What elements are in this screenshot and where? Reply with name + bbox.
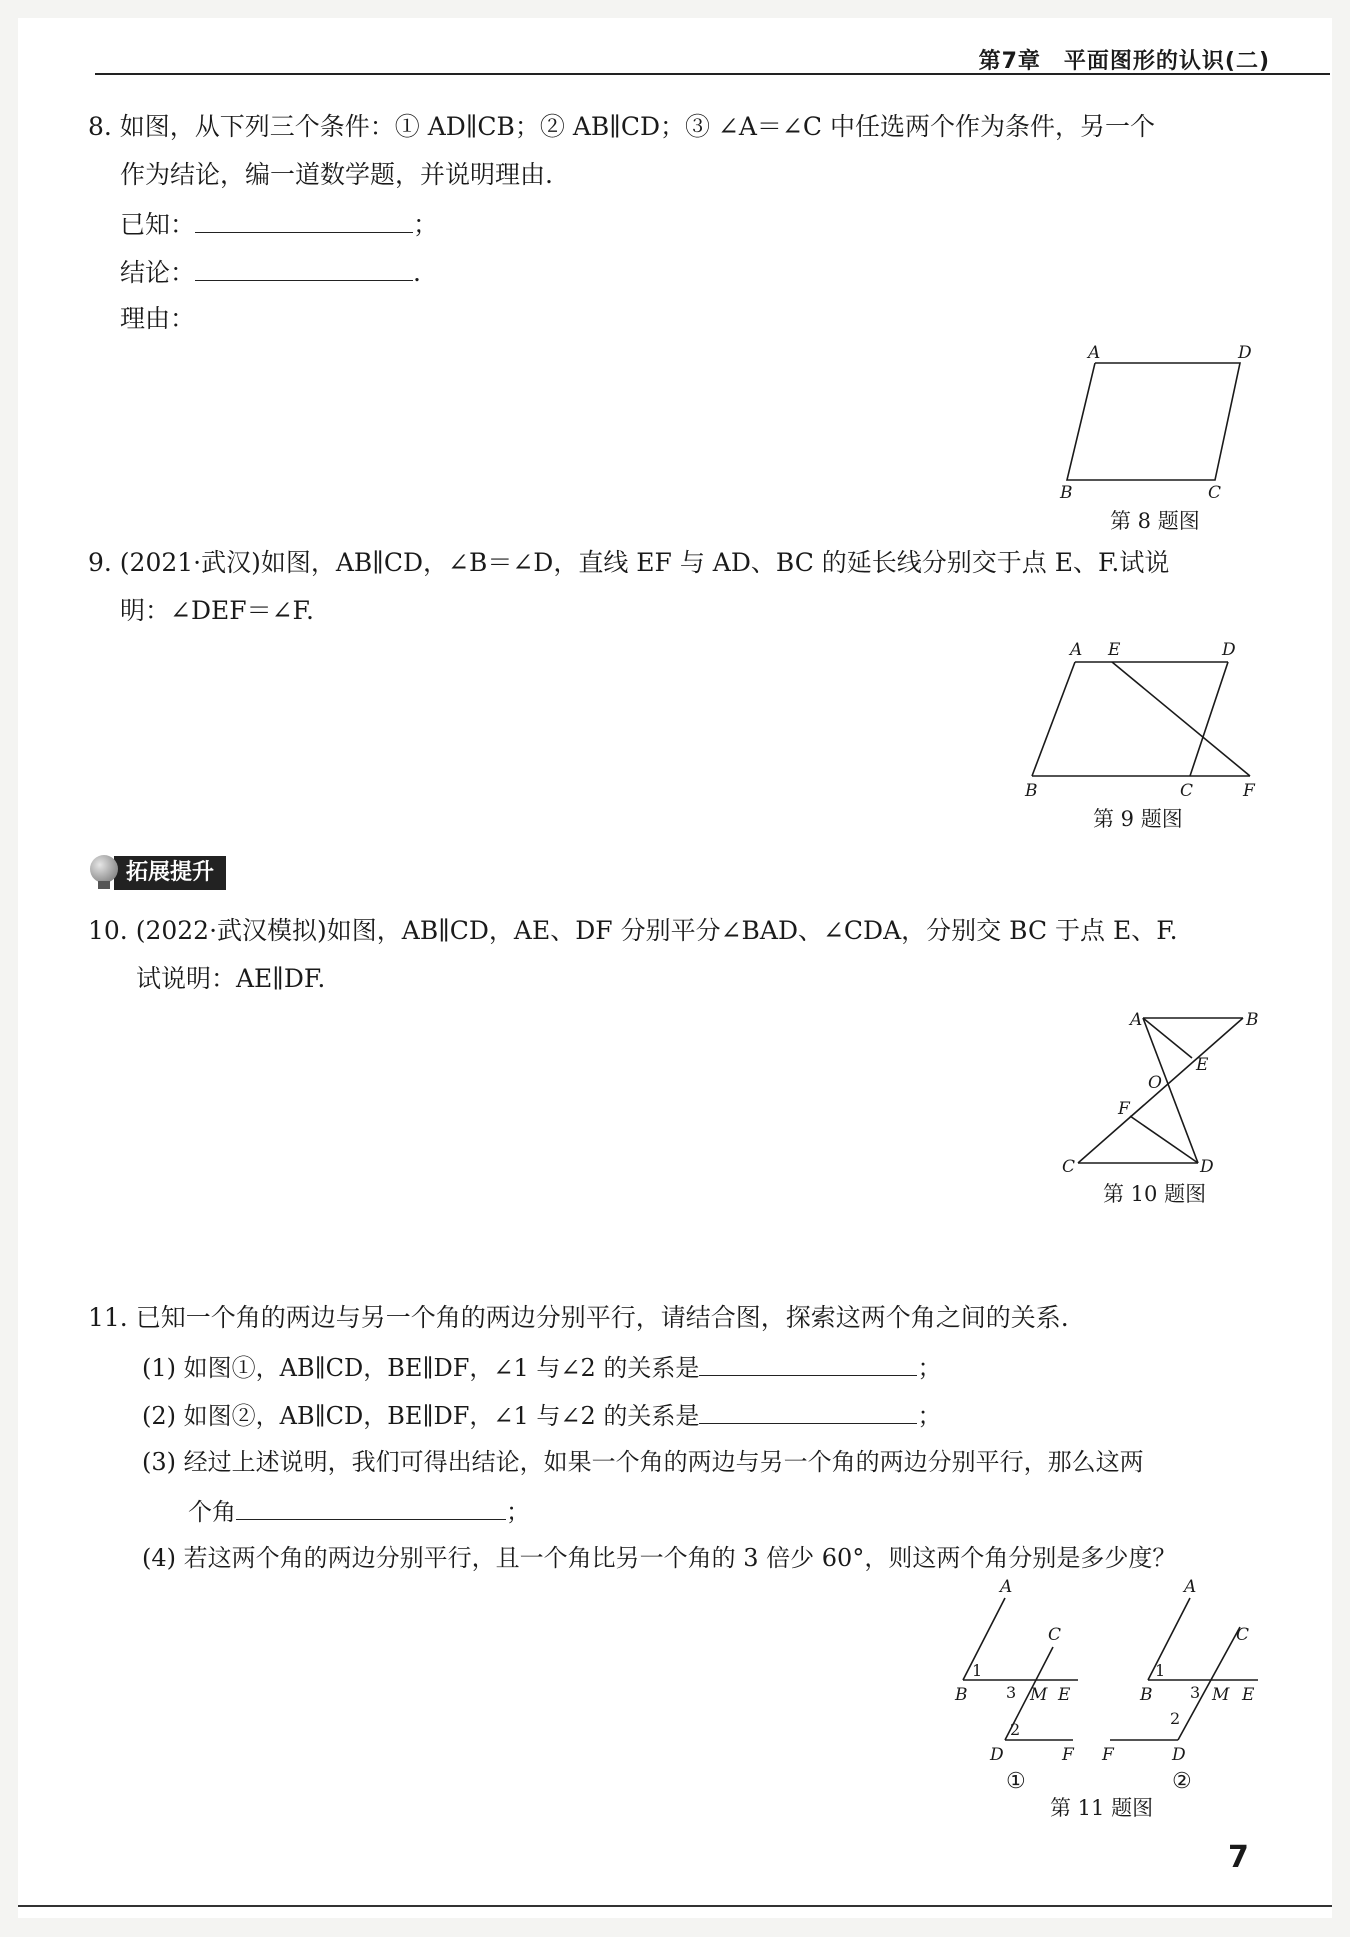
q11-part2-text: (2) 如图②，AB∥CD，BE∥DF，∠1 与∠2 的关系是: [142, 1402, 700, 1430]
q9-label-b: B: [1025, 781, 1038, 801]
lightbulb-icon: [88, 855, 118, 891]
q8-known-end: ；: [413, 210, 439, 239]
q11f1-angle-3: 3: [1006, 1683, 1017, 1702]
q8-label-b: B: [1060, 483, 1073, 503]
q11f2-angle-3: 3: [1190, 1683, 1201, 1702]
q10-label-d: D: [1200, 1157, 1214, 1177]
section-label: 拓展提升: [114, 856, 226, 890]
q11f2-label-b: B: [1140, 1685, 1153, 1705]
q11f1-angle-2: 2: [1010, 1720, 1021, 1739]
q9-line2: 明：∠DEF＝∠F.: [120, 596, 314, 625]
q11-part2: [142, 1399, 941, 1431]
q8-reason: 理由：: [120, 304, 196, 333]
q11-part4: (4) 若这两个角的两边分别平行，且一个角比另一个角的 3 倍少 60°，则这两个角分别是多少度？: [142, 1544, 1177, 1572]
q8-known-label: 已知：: [120, 210, 196, 239]
q11f1-label-m: M: [1030, 1685, 1048, 1705]
q9-caption: 第 9 题图: [1093, 807, 1183, 831]
q11-part1: [142, 1351, 941, 1383]
q10-label-b: B: [1246, 1010, 1259, 1030]
q11f2-label-f: F: [1102, 1745, 1114, 1765]
q11-part3-line1: (3) 经过上述说明，我们可得出结论，如果一个角的两边与另一个角的两边分别平行，那么这两: [142, 1448, 1144, 1476]
q11-part1-end: ；: [917, 1354, 942, 1382]
q9-label-e: E: [1108, 640, 1121, 660]
q11f1-label-a: A: [1000, 1577, 1013, 1597]
q11-caption: 第 11 题图: [1050, 1796, 1154, 1820]
q10-caption: 第 10 题图: [1103, 1182, 1207, 1206]
page-number: 7: [1228, 1840, 1249, 1875]
q11-line1: 11. 已知一个角的两边与另一个角的两边分别平行，请结合图，探索这两个角之间的关系.: [88, 1303, 1069, 1332]
q10-label-f: F: [1118, 1099, 1130, 1119]
q11f1-label-b: B: [955, 1685, 968, 1705]
q9-line1: 9. (2021·武汉)如图，AB∥CD，∠B＝∠D，直线 EF 与 AD、BC 的延长线分别交于点 E、F.试说: [88, 548, 1170, 577]
bottom-rule: [18, 1905, 1332, 1907]
q11f1-line-ba: [963, 1598, 1005, 1680]
q11f2-tag: ②: [1172, 1769, 1192, 1794]
q8-line1: 8. 如图，从下列三个条件：① AD∥CB；② AB∥CD；③ ∠A＝∠C 中任选两个作为条件，另一个: [88, 112, 1155, 141]
q8-conclusion-label: 结论：: [120, 258, 196, 287]
section-badge: [88, 855, 226, 891]
q11f1-tag: ①: [1006, 1769, 1026, 1794]
q10-label-o: O: [1148, 1073, 1162, 1093]
q8-parallelogram: [1067, 363, 1240, 480]
q8-conclusion-end: .: [413, 258, 421, 287]
q8-label-c: C: [1208, 483, 1222, 503]
q10-line2: 试说明：AE∥DF.: [136, 964, 326, 993]
q11f2-label-m: M: [1212, 1685, 1230, 1705]
q10-label-a: A: [1130, 1010, 1143, 1030]
q9-label-a: A: [1070, 640, 1083, 660]
q8-label-a: A: [1088, 343, 1101, 363]
q10-label-e: E: [1196, 1055, 1209, 1075]
q11f1-label-e: E: [1058, 1685, 1071, 1705]
q9-line-ef: [1112, 662, 1250, 776]
q11-part2-blank[interactable]: [699, 1399, 917, 1424]
q11-part3-line2: [188, 1495, 530, 1527]
q11f1-label-d: D: [990, 1745, 1004, 1765]
q10-line-df: [1130, 1116, 1198, 1163]
q10-label-c: C: [1062, 1157, 1076, 1177]
q9-label-c: C: [1180, 781, 1194, 801]
q10-line1: 10. (2022·武汉模拟)如图，AB∥CD，AE、DF 分别平分∠BAD、∠CDA，分别交 BC 于点 E、F.: [88, 916, 1178, 945]
q11f2-angle-2: 2: [1170, 1709, 1181, 1728]
q11f1-label-c: C: [1048, 1625, 1062, 1645]
q9-label-f: F: [1243, 781, 1255, 801]
q9-line-dc: [1190, 662, 1228, 776]
q11f2-label-c: C: [1236, 1625, 1250, 1645]
q8-caption: 第 8 题图: [1110, 509, 1200, 533]
q11-part1-blank[interactable]: [699, 1351, 917, 1376]
q8-label-d: D: [1238, 343, 1252, 363]
q11f1-angle-1: 1: [972, 1661, 983, 1680]
chapter-header: 第7章 平面图形的认识(二): [978, 49, 1270, 74]
q11f1-label-f: F: [1062, 1745, 1074, 1765]
q11-part3-end: ；: [506, 1498, 530, 1526]
q9-line-ab: [1032, 662, 1075, 776]
q11f2-angle-1: 1: [1155, 1661, 1166, 1680]
q11-part2-end: ；: [917, 1402, 942, 1430]
q9-label-d: D: [1222, 640, 1236, 660]
q11f2-label-e: E: [1242, 1685, 1255, 1705]
q11f2-label-a: A: [1184, 1577, 1197, 1597]
q8-line2: 作为结论，编一道数学题，并说明理由.: [120, 160, 553, 189]
q11f2-line-dc: [1178, 1627, 1240, 1740]
q11f2-label-d: D: [1172, 1745, 1186, 1765]
q11-part3-text: 个角: [188, 1498, 236, 1526]
q11-part1-text: (1) 如图①，AB∥CD，BE∥DF，∠1 与∠2 的关系是: [142, 1354, 700, 1382]
q11-part3-blank[interactable]: [236, 1495, 506, 1520]
